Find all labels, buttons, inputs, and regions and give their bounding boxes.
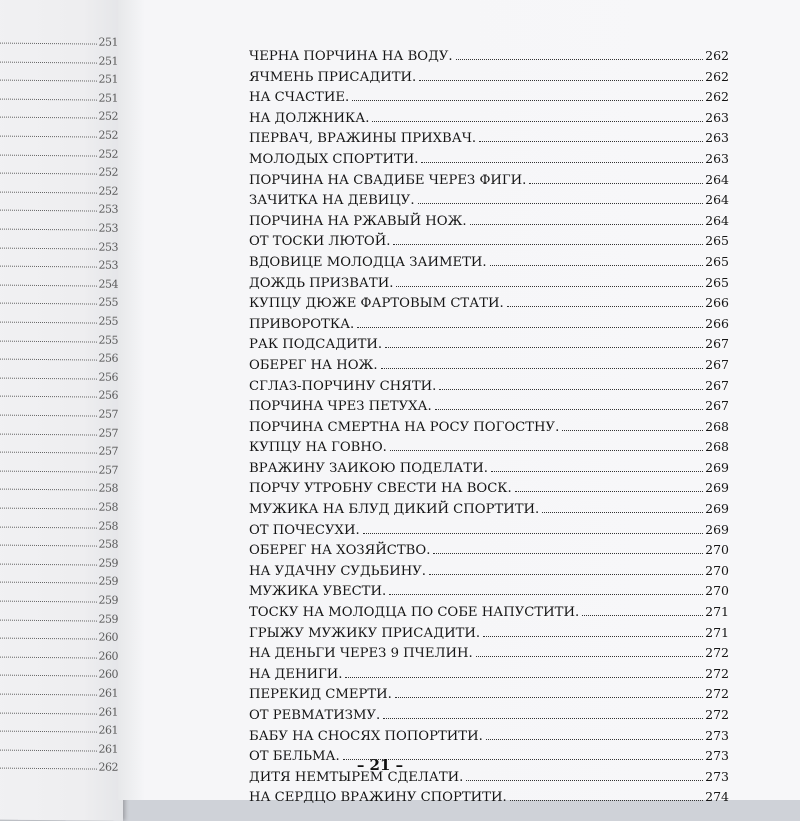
left-page-number: 258 <box>98 481 118 496</box>
left-page-number: 251 <box>98 35 118 49</box>
left-page-number: 253 <box>98 258 118 272</box>
left-page-number: 252 <box>98 128 118 142</box>
left-page-line <box>0 271 118 290</box>
dot-leader <box>0 619 97 621</box>
toc-entry-page: 268 <box>705 439 729 455</box>
toc-entry <box>249 501 729 522</box>
left-page-number: 259 <box>98 556 118 570</box>
dot-leader <box>0 154 97 156</box>
dot-leader <box>439 389 703 390</box>
toc-entry-page: 263 <box>705 109 729 125</box>
dot-leader <box>0 582 97 584</box>
toc-entry-page: 269 <box>705 521 729 537</box>
toc-entry <box>249 604 729 625</box>
left-page-number: 251 <box>98 91 118 105</box>
toc-entry-page: 267 <box>705 377 729 393</box>
toc-entry-page: 265 <box>705 253 729 269</box>
left-page-line <box>0 569 118 588</box>
dot-leader <box>421 162 703 163</box>
toc-entry-page: 264 <box>705 212 729 228</box>
left-page-line <box>0 420 118 439</box>
left-page-line <box>0 755 118 774</box>
dot-leader <box>357 327 703 328</box>
toc-entry-page: 264 <box>705 171 729 187</box>
toc-entry <box>249 378 729 399</box>
dot-leader <box>0 749 97 751</box>
dot-leader <box>429 574 703 575</box>
dot-leader <box>0 563 97 565</box>
toc-entry-page: 273 <box>705 727 729 743</box>
toc-entry <box>249 419 729 440</box>
dot-leader <box>0 117 97 119</box>
dot-leader <box>419 80 703 81</box>
toc-entry <box>249 151 729 172</box>
left-page-number: 261 <box>98 723 118 737</box>
dot-leader <box>0 396 97 398</box>
toc-entry <box>249 110 729 131</box>
toc-entry-title: СГЛАЗ-ПОРЧИНУ СНЯТИ. <box>249 378 437 394</box>
toc-entry <box>249 192 729 213</box>
left-page-line <box>0 85 118 104</box>
left-page-line <box>0 216 118 235</box>
left-page-number: 255 <box>98 314 118 328</box>
left-page-line <box>0 625 118 644</box>
left-page-line <box>0 364 118 383</box>
toc-entry-page: 263 <box>705 150 729 166</box>
left-page-line <box>0 643 118 662</box>
toc-entry-title: ДОЖДЬ ПРИЗВАТИ. <box>249 275 394 291</box>
dot-leader <box>0 470 97 472</box>
left-page-line <box>0 476 118 495</box>
toc-entry-title: НА СЕРДЦО ВРАЖИНУ СПОРТИТИ. <box>249 790 507 806</box>
dot-leader <box>396 286 703 287</box>
dot-leader <box>0 303 97 305</box>
toc-entry-page: 273 <box>705 768 729 784</box>
left-page-line <box>0 550 118 569</box>
toc-entry-title: ЯЧМЕНЬ ПРИСАДИТИ. <box>249 69 417 85</box>
toc-entry <box>249 645 729 666</box>
dot-leader <box>395 697 703 698</box>
toc-entry-page: 265 <box>705 274 729 290</box>
toc-entry-page: 273 <box>705 748 729 764</box>
toc-entry-title: НА ДЕНЬГИ ЧЕРЕЗ 9 ПЧЕЛИН. <box>249 646 473 662</box>
toc-entry <box>249 748 729 769</box>
toc-entry-title: ОБЕРЕГ НА ХОЗЯЙСТВО. <box>249 543 431 559</box>
toc-entry-title: НА ДЕНИГИ. <box>249 666 343 682</box>
left-page-line <box>0 699 118 718</box>
left-page-line <box>0 588 118 607</box>
toc-entry <box>249 357 729 378</box>
dot-leader <box>0 415 97 417</box>
toc-entry-page: 272 <box>705 707 729 722</box>
dot-leader <box>0 191 97 193</box>
dot-leader <box>433 553 703 554</box>
toc-entry-title: НА УДАЧНУ СУДЬБИНУ. <box>249 563 426 579</box>
dot-leader <box>529 183 703 184</box>
dot-leader <box>510 800 703 801</box>
left-page-line <box>0 309 118 328</box>
dot-leader <box>0 638 97 640</box>
dot-leader <box>479 141 703 142</box>
dot-leader <box>0 526 97 528</box>
toc-entry <box>249 583 729 604</box>
toc-entry-page: 274 <box>705 789 729 805</box>
dot-leader <box>0 545 97 547</box>
left-page-number: 260 <box>98 667 118 682</box>
toc-entry <box>249 542 729 563</box>
toc-entry <box>249 89 729 110</box>
dot-leader <box>363 533 704 534</box>
toc-entry <box>249 480 729 501</box>
left-page-number: 255 <box>98 333 118 347</box>
left-page-number: 256 <box>98 370 118 384</box>
toc-entry-page: 269 <box>705 459 729 475</box>
dot-leader <box>515 491 703 492</box>
dot-leader <box>542 512 703 513</box>
left-page-number: 261 <box>98 686 118 700</box>
left-page-number: 257 <box>98 463 118 477</box>
toc-entry-title: ОТ РЕВМАТИЗМУ. <box>249 708 381 723</box>
left-page-line <box>0 327 118 346</box>
left-page-line <box>0 141 118 160</box>
dot-leader <box>466 780 703 781</box>
left-page <box>0 0 123 821</box>
toc-entry <box>249 769 729 790</box>
dot-leader <box>0 61 97 63</box>
toc-entry <box>249 316 729 337</box>
dot-leader <box>389 594 703 595</box>
dot-leader <box>0 377 97 379</box>
toc-entry-page: 272 <box>705 665 729 681</box>
dot-leader <box>476 656 703 657</box>
toc-entry-page: 269 <box>705 480 729 496</box>
left-page-line <box>0 178 118 197</box>
page-number: – 21 – <box>356 756 404 774</box>
left-page-line <box>0 736 118 755</box>
dot-leader <box>418 203 704 204</box>
left-page-number: 255 <box>98 295 118 310</box>
left-page-number: 261 <box>98 742 118 756</box>
toc-entry-page: 269 <box>705 501 729 517</box>
left-page-line <box>0 457 118 476</box>
dot-leader <box>0 247 97 249</box>
toc-entry-title: ПОРЧИНА ЧРЕЗ ПЕТУХА. <box>249 399 432 415</box>
toc-entry <box>249 460 729 481</box>
toc-entry <box>249 728 729 749</box>
dot-leader <box>381 368 704 369</box>
toc-entry-page: 272 <box>705 645 729 661</box>
toc-entry-page: 265 <box>705 233 729 249</box>
toc-entry-title: МОЛОДЫХ СПОРТИТИ. <box>249 151 419 167</box>
dot-leader <box>0 173 97 175</box>
dot-leader <box>372 121 703 122</box>
dot-leader <box>491 471 703 472</box>
toc-entry-title: ПОРЧИНА СМЕРТНА НА РОСУ ПОГОСТНУ. <box>249 419 560 435</box>
toc-entry <box>249 69 729 90</box>
toc-entry-title: ОТ ТОСКИ ЛЮТОЙ. <box>249 234 391 250</box>
dot-leader <box>507 306 703 307</box>
left-page-number: 253 <box>98 240 118 254</box>
toc-entry-title: ОТ ПОЧЕСУХИ. <box>249 522 360 538</box>
toc-entry <box>249 213 729 234</box>
toc-entry <box>249 439 729 460</box>
toc-entry <box>249 563 729 584</box>
toc-entry <box>249 48 729 69</box>
left-page-line <box>0 495 118 514</box>
left-page-number: 256 <box>98 351 118 365</box>
left-page-number: 256 <box>98 388 118 403</box>
left-page-number: 257 <box>98 407 118 421</box>
left-page-number: 253 <box>98 202 118 217</box>
toc-entry-page: 267 <box>705 356 729 372</box>
left-page-line <box>0 123 118 142</box>
dot-leader <box>0 712 97 714</box>
toc-entry-page: 272 <box>705 686 729 702</box>
toc-entry-title: ВРАЖИНУ ЗАИКОЮ ПОДЕЛАТИ. <box>249 460 488 476</box>
dot-leader <box>456 59 704 60</box>
left-page-line <box>0 532 118 551</box>
left-page-line <box>0 48 118 67</box>
toc-entry-title: КУПЦУ НА ГОВНО. <box>249 440 387 456</box>
toc-entry-page: 266 <box>705 295 729 311</box>
left-page-number: 261 <box>98 705 118 719</box>
toc-entry-title: МУЖИКА УВЕСТИ. <box>249 584 387 600</box>
left-page-line <box>0 439 118 458</box>
left-page-number: 259 <box>98 574 118 589</box>
left-page-number: 262 <box>98 760 118 775</box>
toc-entry <box>249 275 729 296</box>
toc-entry-title: ДИТЯ НЕМТЫРЕМ СДЕЛАТИ. <box>249 769 464 785</box>
dot-leader <box>393 244 703 245</box>
toc-entry-title: ПОРЧИНА НА РЖАВЫЙ НОЖ. <box>249 213 467 229</box>
dot-leader <box>0 322 97 324</box>
left-page-line <box>0 681 118 700</box>
toc-entry <box>249 686 729 707</box>
dot-leader <box>562 430 703 431</box>
toc-entry-page: 270 <box>705 542 729 558</box>
toc-entry-title: ПРИВОРОТКА. <box>249 316 355 332</box>
left-page-number: 251 <box>98 54 118 68</box>
toc-entry <box>249 172 729 193</box>
dot-leader <box>383 718 703 719</box>
left-page-line <box>0 290 118 309</box>
left-page-number: 259 <box>98 612 118 626</box>
toc-entry-title: ГРЫЖУ МУЖИКУ ПРИСАДИТИ. <box>249 625 481 641</box>
dot-leader <box>0 768 97 770</box>
toc-entry-title: ТОСКУ НА МОЛОДЦА ПО СОБЕ НАПУСТИТИ. <box>249 605 580 621</box>
toc-entry-title: ОТ БЕЛЬМА. <box>249 749 340 765</box>
toc-entry-title: МУЖИКА НА БЛУД ДИКИЙ СПОРТИТИ. <box>249 502 540 518</box>
toc-entry <box>249 666 729 687</box>
toc-entry-page: 262 <box>705 48 729 63</box>
left-page-number: 260 <box>98 630 118 644</box>
left-page-number: 257 <box>98 444 118 458</box>
toc-entry <box>249 254 729 275</box>
toc-entry-page: 266 <box>705 315 729 331</box>
dot-leader <box>0 98 97 100</box>
toc-entry-title: ПОРЧИНА НА СВАДИБЕ ЧЕРЕЗ ФИГИ. <box>249 172 527 188</box>
dot-leader <box>0 675 97 677</box>
toc-entry-title: ОБЕРЕГ НА НОЖ. <box>249 357 378 373</box>
left-page-line <box>0 234 118 253</box>
toc-entry <box>249 130 729 151</box>
toc-entry-title: КУПЦУ ДЮЖЕ ФАРТОВЫМ СТАТИ. <box>249 296 504 312</box>
toc-entry-page: 267 <box>705 336 729 352</box>
dot-leader <box>0 229 97 231</box>
dot-leader <box>0 43 97 45</box>
left-page-line <box>0 253 118 272</box>
dot-leader <box>0 433 97 435</box>
dot-leader <box>390 450 703 451</box>
toc-entry <box>249 398 729 419</box>
left-page-line <box>0 513 118 532</box>
left-page-line <box>0 104 118 123</box>
dot-leader <box>0 80 97 82</box>
toc-entry-title: ПОРЧУ УТРОБНУ СВЕСТИ НА ВОСК. <box>249 481 512 497</box>
dot-leader <box>0 284 97 286</box>
dot-leader <box>0 210 97 212</box>
dot-leader <box>490 265 704 266</box>
left-page-number: 252 <box>98 147 118 161</box>
toc-entry <box>249 707 729 728</box>
toc-entry-page: 268 <box>705 418 729 434</box>
dot-leader <box>435 409 703 410</box>
left-page-line <box>0 402 118 421</box>
toc-entry-page: 262 <box>705 68 729 84</box>
dot-leader <box>0 266 97 268</box>
toc-entry-title: НА СЧАСТИЕ. <box>249 90 350 106</box>
left-page-line <box>0 718 118 737</box>
left-page-line <box>0 346 118 365</box>
left-page-line <box>0 30 118 49</box>
dot-leader <box>345 677 703 678</box>
toc-entry-page: 270 <box>705 583 729 599</box>
dot-leader <box>0 340 97 342</box>
toc-entry-title: ПЕРЕКИД СМЕРТИ. <box>249 687 392 703</box>
left-page-line <box>0 606 118 625</box>
toc-entry-page: 271 <box>705 624 729 640</box>
left-page-number: 259 <box>98 593 118 607</box>
left-page-number: 251 <box>98 72 118 86</box>
dot-leader <box>0 136 97 138</box>
toc-entry-page: 264 <box>705 192 729 208</box>
dot-leader <box>0 489 97 491</box>
toc-entry-title: ВДОВИЦЕ МОЛОДЦА ЗАИМЕТИ. <box>249 254 487 270</box>
toc-entry-page: 263 <box>705 130 729 146</box>
dot-leader <box>0 359 97 361</box>
toc-entry-title: ЗАЧИТКА НА ДЕВИЦУ. <box>249 193 415 209</box>
toc-entry-title: РАК ПОДСАДИТИ. <box>249 337 383 353</box>
left-page-number: 257 <box>98 426 118 440</box>
left-page-line <box>0 197 118 216</box>
left-page-number: 258 <box>98 500 118 514</box>
dot-leader <box>385 347 703 348</box>
left-page-line <box>0 383 118 402</box>
toc-entry-page: 262 <box>705 89 729 105</box>
dot-leader <box>470 224 704 225</box>
toc-entry-page: 270 <box>705 562 729 578</box>
left-page-number: 260 <box>98 649 118 663</box>
dot-leader <box>483 636 703 637</box>
dot-leader <box>0 731 97 733</box>
left-page-number: 258 <box>98 537 118 551</box>
dot-leader <box>0 694 97 696</box>
toc-entry-page: 271 <box>705 604 729 620</box>
left-page-line <box>0 67 118 86</box>
toc-entry-title: НА ДОЛЖНИКА. <box>249 110 370 126</box>
dot-leader <box>0 508 97 510</box>
right-page <box>118 0 800 806</box>
table-of-contents <box>249 48 729 810</box>
toc-entry <box>249 336 729 357</box>
toc-entry-title: ЧЕРНА ПОРЧИНА НА ВОДУ. <box>249 49 453 64</box>
left-page-number: 252 <box>98 109 118 124</box>
dot-leader <box>0 601 97 603</box>
toc-entry <box>249 625 729 646</box>
left-page-number: 253 <box>98 221 118 235</box>
toc-entry <box>249 522 729 543</box>
left-page-line <box>0 662 118 681</box>
left-page-line <box>0 160 118 179</box>
dot-leader <box>0 656 97 658</box>
toc-entry <box>249 295 729 316</box>
dot-leader <box>352 100 703 101</box>
toc-entry <box>249 233 729 254</box>
dot-leader <box>0 452 97 454</box>
left-page-number: 258 <box>98 519 118 533</box>
dot-leader <box>582 615 703 616</box>
toc-entry-title: БАБУ НА СНОСЯХ ПОПОРТИТИ. <box>249 728 483 744</box>
left-page-number: 254 <box>98 277 118 291</box>
toc-entry-title: ПЕРВАЧ, ВРАЖИНЫ ПРИХВАЧ. <box>249 131 477 147</box>
toc-entry-page: 267 <box>705 398 729 414</box>
left-page-number: 252 <box>98 165 118 179</box>
dot-leader <box>486 739 703 740</box>
left-page-number: 252 <box>98 184 118 198</box>
